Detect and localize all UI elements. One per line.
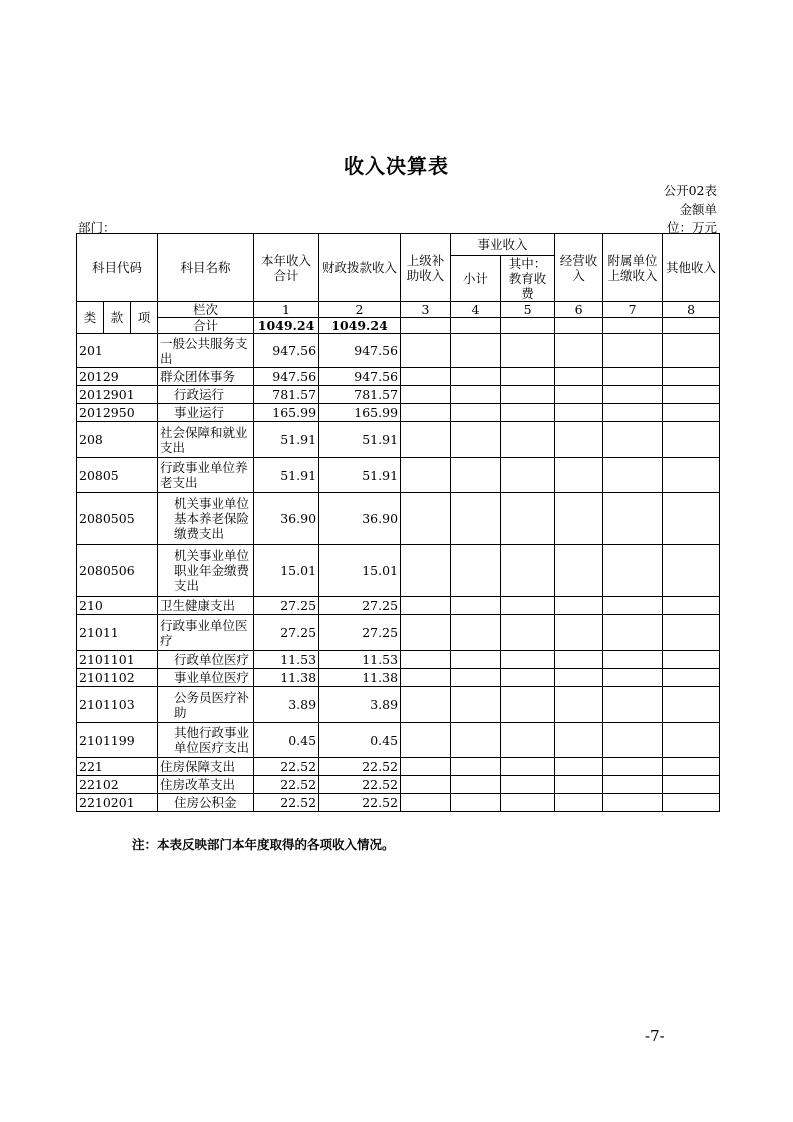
table-row bbox=[77, 597, 720, 615]
row-code: 20805 bbox=[77, 458, 158, 493]
header-subject-name: 科目名称 bbox=[158, 234, 254, 302]
table-row bbox=[77, 386, 720, 404]
row-code: 2080505 bbox=[77, 493, 158, 545]
row-total: 15.01 bbox=[254, 545, 319, 597]
row-name: 其他行政事业单位医疗支出 bbox=[158, 723, 254, 758]
header-other: 其他收入 bbox=[663, 234, 720, 302]
row-code: 210 bbox=[77, 597, 158, 615]
table-note: 注：本表反映部门本年度取得的各项收入情况。 bbox=[132, 837, 395, 852]
row-name: 住房改革支出 bbox=[158, 776, 254, 794]
row-name: 行政运行 bbox=[158, 386, 254, 404]
row-code: 2101102 bbox=[77, 669, 158, 687]
row-total: 3.89 bbox=[254, 687, 319, 723]
row-fiscal: 11.53 bbox=[319, 651, 401, 669]
header-lanci: 栏次 bbox=[158, 302, 254, 318]
table-row bbox=[77, 794, 720, 812]
col-number: 6 bbox=[555, 302, 603, 318]
row-code: 221 bbox=[77, 758, 158, 776]
row-fiscal: 22.52 bbox=[319, 758, 401, 776]
header-total-income: 本年收入合计 bbox=[254, 234, 319, 302]
row-total: 22.52 bbox=[254, 776, 319, 794]
row-code: 201 bbox=[77, 334, 158, 368]
row-total: 11.53 bbox=[254, 651, 319, 669]
header-fiscal: 财政拨款收入 bbox=[319, 234, 401, 302]
row-fiscal: 22.52 bbox=[319, 776, 401, 794]
row-code: 2012950 bbox=[77, 404, 158, 422]
col-number: 3 bbox=[401, 302, 451, 318]
row-code: 208 bbox=[77, 422, 158, 458]
row-name: 行政单位医疗 bbox=[158, 651, 254, 669]
row-fiscal: 22.52 bbox=[319, 794, 401, 812]
row-code: 2101103 bbox=[77, 687, 158, 723]
row-total: 165.99 bbox=[254, 404, 319, 422]
table-row bbox=[77, 776, 720, 794]
header-xiang: 项 bbox=[131, 302, 158, 334]
row-name: 一般公共服务支出 bbox=[158, 334, 254, 368]
table-row bbox=[77, 493, 720, 545]
row-total: 22.52 bbox=[254, 794, 319, 812]
row-fiscal: 51.91 bbox=[319, 422, 401, 458]
col-number: 1 bbox=[254, 302, 319, 318]
row-fiscal: 947.56 bbox=[319, 334, 401, 368]
row-fiscal: 15.01 bbox=[319, 545, 401, 597]
department-label: 部门： bbox=[78, 220, 116, 235]
row-total: 27.25 bbox=[254, 597, 319, 615]
row-code: 22102 bbox=[77, 776, 158, 794]
row-fiscal: 27.25 bbox=[319, 615, 401, 651]
header-superior-subsidy: 上级补助收入 bbox=[401, 234, 451, 302]
table-row bbox=[77, 334, 720, 368]
col-number: 2 bbox=[319, 302, 401, 318]
row-total: 947.56 bbox=[254, 334, 319, 368]
table-row bbox=[77, 458, 720, 493]
row-name: 住房公积金 bbox=[158, 794, 254, 812]
page-number: -7- bbox=[645, 1027, 665, 1045]
table-row bbox=[77, 687, 720, 723]
row-total: 51.91 bbox=[254, 422, 319, 458]
row-name: 机关事业单位基本养老保险缴费支出 bbox=[158, 493, 254, 545]
row-name: 事业单位医疗 bbox=[158, 669, 254, 687]
col-number: 7 bbox=[603, 302, 663, 318]
row-fiscal: 36.90 bbox=[319, 493, 401, 545]
row-name: 行政事业单位医疗 bbox=[158, 615, 254, 651]
header-lei: 类 bbox=[77, 302, 104, 334]
row-code: 2101101 bbox=[77, 651, 158, 669]
row-fiscal: 781.57 bbox=[319, 386, 401, 404]
table-row bbox=[77, 651, 720, 669]
table-row bbox=[77, 404, 720, 422]
row-name: 行政事业单位养老支出 bbox=[158, 458, 254, 493]
header-subject-code: 科目代码 bbox=[77, 234, 158, 302]
row-total: 22.52 bbox=[254, 758, 319, 776]
total-income-value: 1049.24 bbox=[254, 318, 319, 334]
form-number: 公开02表 bbox=[663, 183, 717, 198]
total-label: 合计 bbox=[158, 318, 254, 334]
row-total: 0.45 bbox=[254, 723, 319, 758]
unit-label-line1: 金额单 bbox=[679, 202, 717, 217]
row-code: 21011 bbox=[77, 615, 158, 651]
row-name: 社会保障和就业支出 bbox=[158, 422, 254, 458]
row-name: 公务员医疗补助 bbox=[158, 687, 254, 723]
row-fiscal: 51.91 bbox=[319, 458, 401, 493]
page-title: 收入决算表 bbox=[344, 154, 449, 178]
header-operating: 经营收入 bbox=[555, 234, 603, 302]
table-row bbox=[77, 758, 720, 776]
row-code: 2012901 bbox=[77, 386, 158, 404]
total-fiscal-value: 1049.24 bbox=[319, 318, 401, 334]
col-number: 8 bbox=[663, 302, 720, 318]
row-total: 51.91 bbox=[254, 458, 319, 493]
header-affiliated: 附属单位上缴收入 bbox=[603, 234, 663, 302]
col-number: 5 bbox=[501, 302, 555, 318]
table-row bbox=[77, 368, 720, 386]
row-fiscal: 3.89 bbox=[319, 687, 401, 723]
row-code: 2101199 bbox=[77, 723, 158, 758]
row-name: 住房保障支出 bbox=[158, 758, 254, 776]
table-row bbox=[77, 422, 720, 458]
row-code: 2210201 bbox=[77, 794, 158, 812]
row-fiscal: 27.25 bbox=[319, 597, 401, 615]
table-row bbox=[77, 545, 720, 597]
income-table bbox=[76, 233, 720, 812]
col-number: 4 bbox=[451, 302, 501, 318]
row-name: 机关事业单位职业年金缴费支出 bbox=[158, 545, 254, 597]
row-name: 群众团体事务 bbox=[158, 368, 254, 386]
row-total: 36.90 bbox=[254, 493, 319, 545]
header-edu-fee: 其中：教育收费 bbox=[501, 256, 555, 302]
row-total: 11.38 bbox=[254, 669, 319, 687]
table-row bbox=[77, 615, 720, 651]
header-business-income: 事业收入 bbox=[451, 234, 555, 256]
row-total: 781.57 bbox=[254, 386, 319, 404]
table-row bbox=[77, 723, 720, 758]
row-total: 27.25 bbox=[254, 615, 319, 651]
row-fiscal: 165.99 bbox=[319, 404, 401, 422]
header-subtotal: 小计 bbox=[451, 256, 501, 302]
row-fiscal: 11.38 bbox=[319, 669, 401, 687]
table-row bbox=[77, 669, 720, 687]
unit-label-line2: 位：万元 bbox=[666, 220, 717, 235]
header-kuan: 款 bbox=[104, 302, 131, 334]
row-fiscal: 0.45 bbox=[319, 723, 401, 758]
row-fiscal: 947.56 bbox=[319, 368, 401, 386]
row-name: 卫生健康支出 bbox=[158, 597, 254, 615]
row-total: 947.56 bbox=[254, 368, 319, 386]
row-code: 2080506 bbox=[77, 545, 158, 597]
row-code: 20129 bbox=[77, 368, 158, 386]
row-name: 事业运行 bbox=[158, 404, 254, 422]
